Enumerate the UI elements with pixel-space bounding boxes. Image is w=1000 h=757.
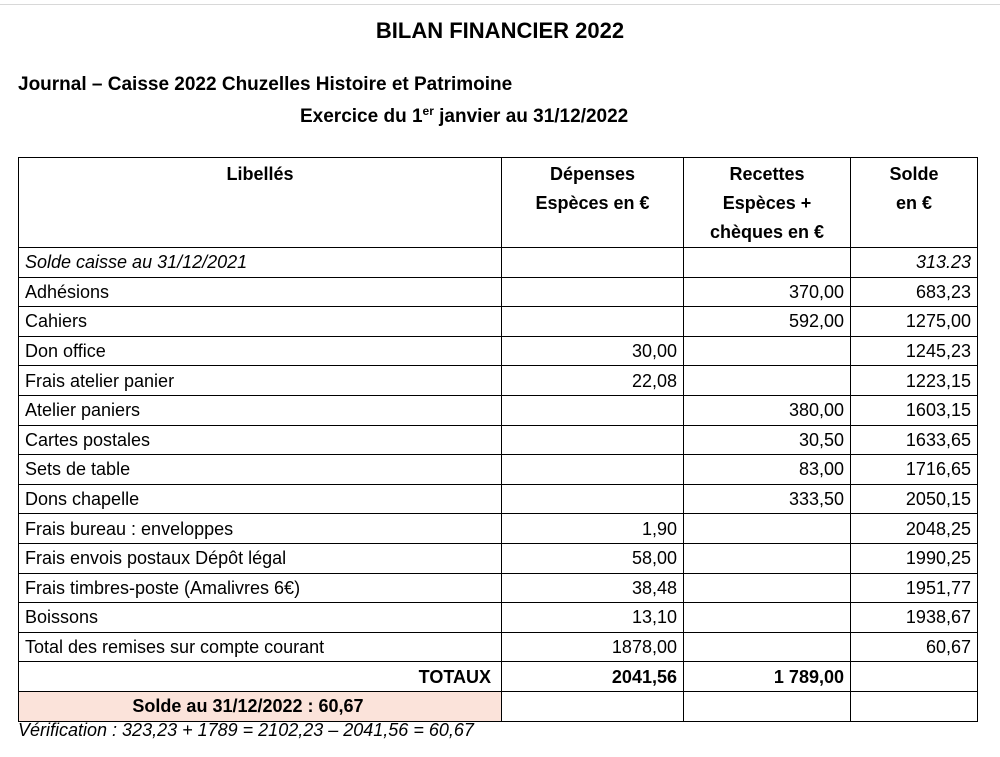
table-row — [19, 248, 978, 278]
cell-libelle: Frais envois postaux Dépôt légal — [19, 543, 502, 573]
cell-libelle: Atelier paniers — [19, 395, 502, 425]
ledger-table — [18, 157, 978, 722]
cell-solde: 1938,67 — [851, 603, 978, 633]
cell-depenses: 1,90 — [502, 514, 684, 544]
final-empty-solde — [851, 691, 978, 721]
cell-libelle: Frais atelier panier — [19, 366, 502, 396]
cell-recettes: 30,50 — [684, 425, 851, 455]
cell-libelle: Cahiers — [19, 307, 502, 337]
table-row — [19, 632, 978, 662]
cell-solde: 313.23 — [851, 248, 978, 278]
cell-depenses — [502, 248, 684, 278]
cell-libelle: Frais bureau : enveloppes — [19, 514, 502, 544]
top-divider — [0, 4, 1000, 5]
table-row — [19, 277, 978, 307]
totals-solde — [851, 662, 978, 692]
cell-recettes — [684, 248, 851, 278]
cell-depenses — [502, 395, 684, 425]
exercice-text-after: janvier au 31/12/2022 — [433, 106, 629, 127]
header-recettes-line3: chèques en € — [709, 222, 825, 242]
cell-recettes — [684, 573, 851, 603]
cell-libelle: Adhésions — [19, 277, 502, 307]
header-recettes-line2: Espèces + — [722, 193, 812, 213]
cell-recettes — [684, 632, 851, 662]
cell-depenses: 1878,00 — [502, 632, 684, 662]
cell-recettes: 370,00 — [684, 277, 851, 307]
cell-libelle: Dons chapelle — [19, 484, 502, 514]
cell-solde: 1275,00 — [851, 307, 978, 337]
verification-note: Vérification : 323,23 + 1789 = 2102,23 – 2041,56 = 60,67 — [18, 720, 474, 740]
cell-solde: 1603,15 — [851, 395, 978, 425]
cell-depenses: 38,48 — [502, 573, 684, 603]
header-libelles — [19, 158, 502, 248]
cell-recettes: 83,00 — [684, 455, 851, 485]
cell-recettes — [684, 336, 851, 366]
table-row — [19, 484, 978, 514]
header-recettes — [684, 158, 851, 248]
table-row — [19, 307, 978, 337]
totals-row — [19, 662, 978, 692]
cell-depenses: 22,08 — [502, 366, 684, 396]
cell-depenses — [502, 277, 684, 307]
header-solde — [851, 158, 978, 248]
table-row — [19, 514, 978, 544]
final-solde-cell: Solde au 31/12/2022 : 60,67 — [19, 691, 502, 721]
cell-recettes — [684, 514, 851, 544]
header-row — [19, 158, 978, 248]
exercice-subtitle — [300, 104, 628, 128]
header-recettes-line1: Recettes — [729, 164, 805, 184]
cell-libelle: Boissons — [19, 603, 502, 633]
header-depenses-line1: Dépenses — [549, 164, 636, 184]
cell-depenses — [502, 455, 684, 485]
totals-recettes: 1 789,00 — [684, 662, 851, 692]
totals-label: TOTAUX — [19, 662, 502, 692]
final-empty-depenses — [502, 691, 684, 721]
cell-solde: 2048,25 — [851, 514, 978, 544]
table-row — [19, 543, 978, 573]
table-row — [19, 336, 978, 366]
cell-solde: 683,23 — [851, 277, 978, 307]
cell-recettes — [684, 603, 851, 633]
table-row — [19, 603, 978, 633]
cell-libelle: Don office — [19, 336, 502, 366]
cell-depenses — [502, 425, 684, 455]
final-empty-recettes — [684, 691, 851, 721]
cell-solde: 1716,65 — [851, 455, 978, 485]
cell-libelle: Total des remises sur compte courant — [19, 632, 502, 662]
cell-depenses: 30,00 — [502, 336, 684, 366]
cell-libelle: Frais timbres-poste (Amalivres 6€) — [19, 573, 502, 603]
cell-depenses: 13,10 — [502, 603, 684, 633]
cell-solde: 60,67 — [851, 632, 978, 662]
exercice-superscript: er — [422, 104, 434, 118]
cell-solde: 1633,65 — [851, 425, 978, 455]
page-title: BILAN FINANCIER 2022 — [375, 18, 625, 43]
cell-solde: 1951,77 — [851, 573, 978, 603]
cell-recettes: 380,00 — [684, 395, 851, 425]
cell-recettes — [684, 366, 851, 396]
table-row — [19, 366, 978, 396]
cell-libelle: Sets de table — [19, 455, 502, 485]
exercice-text-before: Exercice du 1 — [300, 106, 423, 127]
table-row — [19, 395, 978, 425]
header-depenses — [502, 158, 684, 248]
header-libelles-label: Libellés — [226, 164, 294, 184]
cell-recettes — [684, 543, 851, 573]
final-solde-row — [19, 691, 978, 721]
cell-recettes: 592,00 — [684, 307, 851, 337]
journal-subtitle: Journal – Caisse 2022 Chuzelles Histoire et Patrimoine — [18, 74, 513, 95]
cell-solde: 1245,23 — [851, 336, 978, 366]
cell-libelle: Solde caisse au 31/12/2021 — [19, 248, 502, 278]
header-depenses-line2: Espèces en € — [535, 193, 650, 213]
table-row — [19, 573, 978, 603]
totals-depenses: 2041,56 — [502, 662, 684, 692]
cell-solde: 2050,15 — [851, 484, 978, 514]
cell-solde: 1990,25 — [851, 543, 978, 573]
cell-libelle: Cartes postales — [19, 425, 502, 455]
table-row — [19, 455, 978, 485]
cell-solde: 1223,15 — [851, 366, 978, 396]
header-solde-line2: en € — [895, 193, 933, 213]
cell-recettes: 333,50 — [684, 484, 851, 514]
cell-depenses — [502, 484, 684, 514]
table-row — [19, 425, 978, 455]
cell-depenses: 58,00 — [502, 543, 684, 573]
cell-depenses — [502, 307, 684, 337]
header-solde-line1: Solde — [889, 164, 939, 184]
